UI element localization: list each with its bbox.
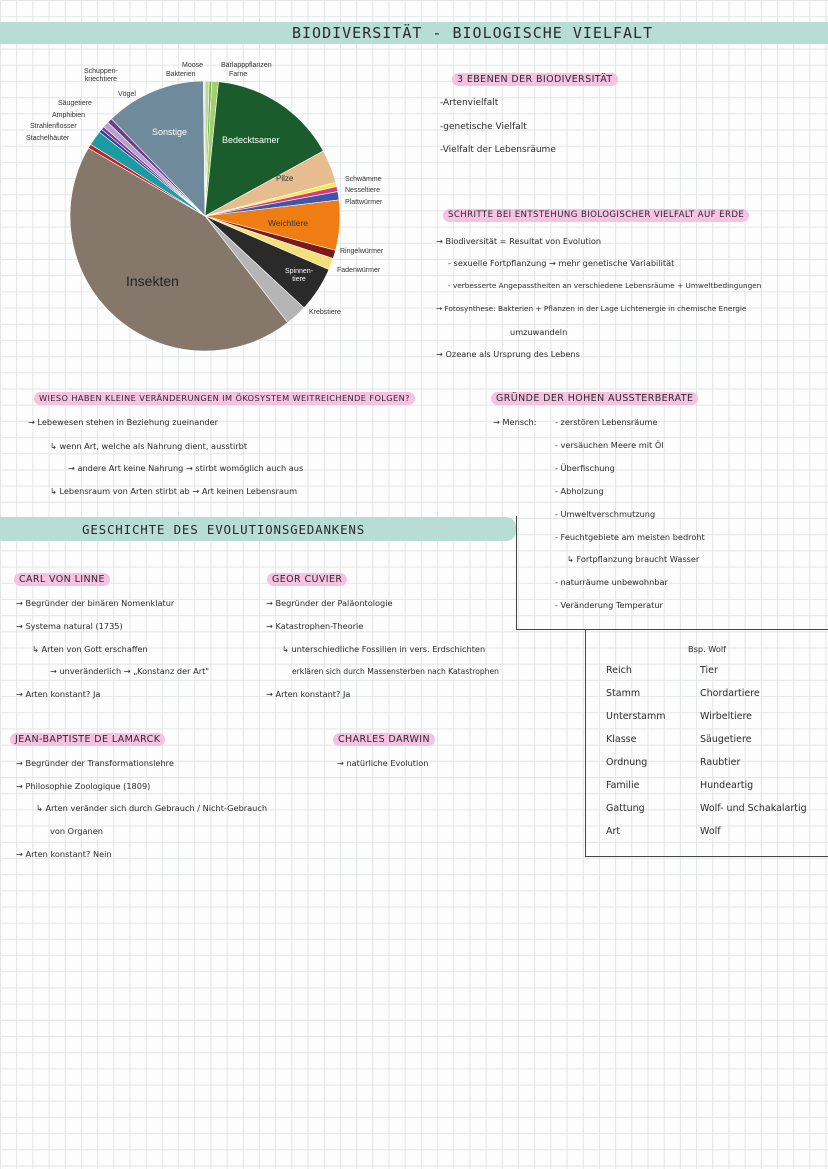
pie-label-ringelwuermer: Ringelwürmer	[340, 248, 384, 255]
linne-line: → Arten konstant? Ja	[16, 689, 101, 699]
ebenen-item: -Vielfalt der Lebensräume	[440, 145, 556, 155]
schritte-line: umzuwandeln	[510, 327, 568, 337]
linne-line: → Begründer der binären Nomenklatur	[16, 598, 175, 608]
page-title: BIODIVERSITÄT - BIOLOGISCHE VIELFALT	[292, 24, 654, 42]
pie-label-schuppenkriechtiere: Schuppen- kriechtiere	[84, 68, 118, 83]
pie-label-bakterien: Bakterien	[166, 71, 196, 78]
gruende-prefix: → Mensch:	[493, 417, 537, 427]
linne-line: ↳ Arten von Gott erschaffen	[32, 644, 148, 654]
cuvier-line: → Begründer der Paläontologie	[266, 598, 393, 608]
cuvier-line: → Arten konstant? Ja	[266, 689, 351, 699]
pie-label-sonstige: Sonstige	[152, 127, 188, 137]
schritte-line: → Ozeane als Ursprung des Lebens	[436, 349, 580, 359]
pie-label-schwaemme: Schwämme	[345, 176, 382, 183]
taxonomie-box-line	[585, 630, 586, 857]
taxonomie-example: Hundeartig	[700, 780, 754, 791]
pie-label-strahlenflosser: Strahlenflosser	[30, 123, 77, 130]
pie-label-insekten: Insekten	[126, 273, 179, 289]
pie-label-krebstiere: Krebstiere	[309, 309, 341, 316]
pie-label-pilze: Pilze	[276, 174, 294, 183]
pie-label-fadenwuermer: Fadenwürmer	[337, 267, 381, 274]
linne-line: → Systema natural (1735)	[16, 621, 123, 631]
pie-label-voegel: Vögel	[118, 91, 136, 98]
gruende-item: - naturräume unbewohnbar	[555, 577, 668, 587]
taxonomie-row	[606, 820, 807, 843]
wieso-heading: WIESO HABEN KLEINE VERÄNDERUNGEN IM ÖKOSYSTEM WEITREICHENDE FOLGEN?	[34, 392, 415, 405]
pie-label-amphibien: Amphibien	[52, 112, 86, 119]
pie-label-moose: Moose	[182, 62, 204, 69]
gruende-item: - Feuchtgebiete am meisten bedroht	[555, 532, 705, 542]
taxonomie-table	[606, 659, 807, 843]
pie-label-baerlapp: Bärlapppflanzen	[221, 62, 272, 69]
pie-label-weichtiere: Weichtiere	[268, 218, 308, 228]
schritte-line: - verbesserte Angepasstheiten an verschiedene Lebensräume + Umweltbedingungen	[448, 281, 762, 290]
schritte-line: → Biodiversität = Resultat von Evolution	[436, 236, 602, 246]
taxonomie-rank: Familie	[606, 780, 640, 791]
cuvier-heading: GEOR CUVIER	[267, 573, 347, 586]
taxonomie-rank: Gattung	[606, 803, 645, 814]
schritte-line: → Fotosynthese: Bakterien + Pflanzen in der Lage Lichtenergie in chemische Energie	[436, 304, 747, 313]
pie-label-plattwuermer: Plattwürmer	[345, 199, 383, 206]
taxonomie-example: Tier	[700, 665, 718, 676]
gruende-box-line	[516, 516, 517, 630]
taxonomie-row	[606, 751, 807, 774]
gruende-item: - zerstören Lebensräume	[555, 417, 658, 427]
taxonomie-rank: Art	[606, 826, 621, 837]
taxonomie-row	[606, 797, 807, 820]
taxonomie-row	[606, 682, 807, 705]
gruende-item: - Veränderung Temperatur	[555, 600, 663, 610]
lamarck-line: → Begründer der Transformationslehre	[16, 758, 174, 768]
ebenen-item: -genetische Vielfalt	[440, 122, 527, 132]
taxonomie-row	[606, 659, 807, 682]
wieso-line: → Lebewesen stehen in Beziehung zueinander	[28, 417, 219, 427]
gruende-item: - Umweltverschmutzung	[555, 509, 656, 519]
schritte-heading: SCHRITTE BEI ENTSTEHUNG BIOLOGISCHER VIELFALT AUF ERDE	[443, 209, 749, 222]
gruende-item: - Überfischung	[555, 463, 615, 473]
cuvier-line: ↳ unterschiedliche Fossilien in vers. Erdschichten	[282, 644, 486, 654]
lamarck-line: → Arten konstant? Nein	[16, 849, 112, 859]
lamarck-line: → Philosophie Zoologique (1809)	[16, 781, 151, 791]
taxonomie-example: Säugetiere	[700, 734, 752, 745]
taxonomie-rank: Klasse	[606, 734, 637, 745]
pie-label-nesseltiere: Nesseltiere	[345, 187, 381, 194]
taxonomie-box-line	[585, 856, 828, 857]
taxonomie-rank: Ordnung	[606, 757, 648, 768]
schritte-line: - sexuelle Fortpflanzung → mehr genetische Variabilität	[448, 258, 675, 268]
wieso-line: ↳ Lebensraum von Arten stirbt ab → Art keinen Lebensraum	[50, 486, 298, 496]
taxonomie-row	[606, 728, 807, 751]
taxonomie-rank: Unterstamm	[606, 711, 666, 722]
pie-label-farne: Farne	[229, 71, 248, 78]
gruende-heading: GRÜNDE DER HOHEN AUSSTERBERATE	[491, 392, 698, 405]
wieso-line: → andere Art keine Nahrung → stirbt womöglich auch aus	[68, 463, 304, 473]
gruende-item: ↳ Fortpflanzung braucht Wasser	[567, 554, 700, 564]
darwin-line: → natürliche Evolution	[337, 758, 429, 768]
gruende-box-line	[516, 629, 828, 630]
wieso-line: ↳ wenn Art, welche als Nahrung dient, ausstirbt	[50, 441, 248, 451]
pie-label-bedecktsamer: Bedecktsamer	[222, 135, 280, 145]
lamarck-line: von Organen	[50, 826, 103, 836]
lamarck-heading: JEAN-BAPTISTE DE LAMARCK	[10, 733, 165, 746]
taxonomie-rank: Reich	[606, 665, 632, 676]
geschichte-heading: GESCHICHTE DES EVOLUTIONSGEDANKENS	[82, 522, 366, 537]
cuvier-line: erklären sich durch Massensterben nach Katastrophen	[292, 667, 499, 676]
taxonomie-example: Wirbeltiere	[700, 711, 752, 722]
ebenen-item: -Artenvielfalt	[440, 98, 499, 108]
darwin-heading: CHARLES DARWIN	[333, 733, 435, 746]
taxonomie-header: Bsp. Wolf	[688, 644, 727, 654]
taxonomie-row	[606, 774, 807, 797]
taxonomie-example: Chordartiere	[700, 688, 760, 699]
lamarck-line: ↳ Arten veränder sich durch Gebrauch / Nicht-Gebrauch	[36, 803, 268, 813]
pie-label-spinnentiere: Spinnen- tiere	[285, 268, 314, 283]
ebenen-heading: 3 EBENEN DER BIODIVERSITÄT	[452, 73, 618, 86]
taxonomie-example: Raubtier	[700, 757, 741, 768]
taxonomie-example: Wolf	[700, 826, 721, 837]
linne-line: → unveränderlich → „Konstanz der Art"	[50, 666, 210, 676]
gruende-item: - versäuchen Meere mit Öl	[555, 440, 664, 450]
taxonomie-example: Wolf- und Schakalartig	[700, 803, 807, 814]
linne-heading: CARL VON LINNE	[14, 573, 110, 586]
pie-label-stachelhaeuter: Stachelhäuter	[26, 135, 70, 142]
taxonomie-rank: Stamm	[606, 688, 641, 699]
taxonomie-row	[606, 705, 807, 728]
pie-label-saeugetiere: Säugetiere	[58, 100, 92, 107]
cuvier-line: → Katastrophen-Theorie	[266, 621, 364, 631]
gruende-item: - Abholzung	[555, 486, 604, 496]
